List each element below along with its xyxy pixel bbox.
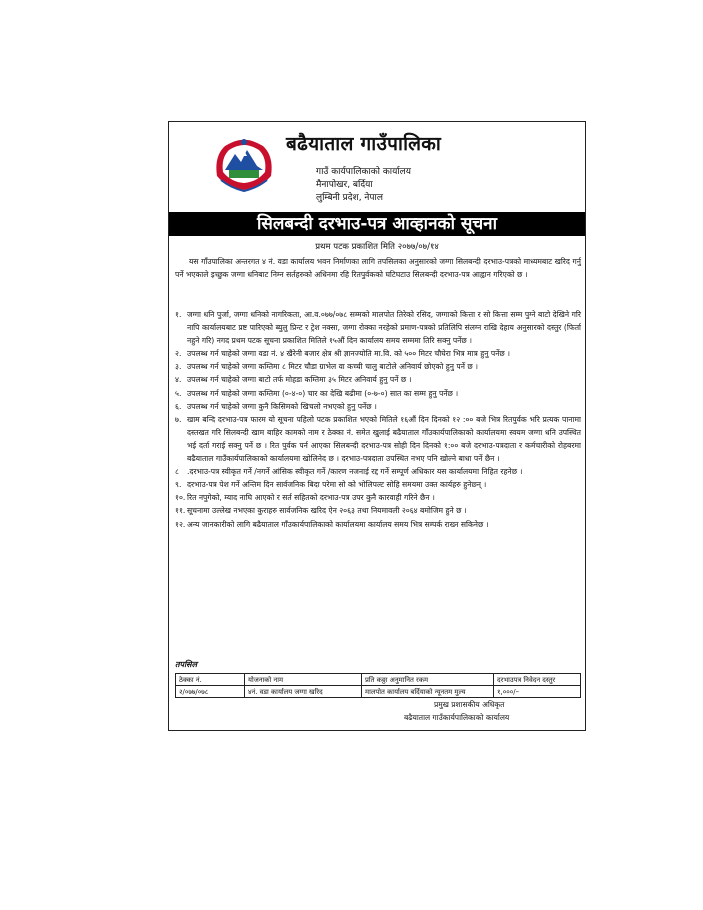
- condition-item: [175, 387, 581, 400]
- condition-item: [175, 347, 581, 360]
- condition-number: ९.: [175, 480, 182, 490]
- condition-text: उपलब्ध गर्न चाहेको जग्गा बाटो तर्फ मोहडा कम्तिमा ३५ मिटर अनिवार्य हुनु पर्ने छ ।: [187, 375, 412, 385]
- condition-item: [175, 413, 581, 465]
- table-cell: १,०००/–: [494, 686, 581, 698]
- condition-number: १.: [175, 310, 182, 319]
- condition-item: [175, 308, 581, 347]
- condition-number: १२.: [175, 519, 186, 529]
- publication-date: प्रथम पटक प्रकाशित मिति २०७७/०७/१४: [315, 242, 439, 252]
- condition-number: १०.: [175, 493, 186, 503]
- column-header: प्रति कठ्ठा अनुमानित रकम: [362, 674, 494, 686]
- condition-text: सूचनामा उल्लेख नभएका कुराहरु सार्वजनिक खरिद ऐन २०६३ तथा नियमावली २०६४ बमोजिम हुने छ ।: [187, 506, 467, 516]
- notice: [168, 121, 586, 731]
- column-header: योजनाको नाम: [245, 674, 362, 686]
- table-cell: मालपोत कार्यालय बर्दियाको न्यूनतम मुल्य: [362, 686, 494, 698]
- condition-text: अन्य जानकारीको लागि बढैयाताल गाँउकार्यपालिकाको कार्यालयमा कार्यालय समय भित्र सम्पर्क राख्न सकिनेछ ।: [187, 519, 489, 529]
- condition-item: [175, 400, 581, 413]
- condition-text: जग्गा धनि पुर्जा, जग्गा धनिको नागरिकता, आ.व.०७७/०७८ सम्मको मालपोत तिरेको रसिद, जग्गाको कित्ता र सो कित्ता सम्म पुग्ने बाटो देखिने गरि नापि कार्यालयबाट प्रष्ट पारिएको ब्युलु प्रिन्ट र ट्रेश नक्सा, जग्गा रोक्का नरहेको प्रमाण-पत्रको प्रतिलिपि संलग्न राखि देहाय अनुसारको दस्तुर (फिर्ता नहुने गरि) नगद प्रथम पटक सूचना प्रकाशित मितिले १५औं दिन कार्यालय समय सम्ममा तिरि सक्नु पर्नेछ ।: [187, 310, 581, 346]
- intro-paragraph: यस गाँउपालिका अन्तरगत ४ नं. वडा कार्यालय भवन निर्माणका लागि तपसिलका अनुसारको जग्गा सिलबन्दी दरभाउ-पत्रको माध्यमबाट खरिद गर्नु पर्ने भएकाले इच्छुक जग्गा धनिबाट निम्न सर्तहरुको अधिनमा रहि रितपुर्वकको घटिघटाउ सिलबन्दी दरभाउ-पत्र आह्वान गरिएको छ ।: [175, 257, 581, 280]
- notice-banner: सिलबन्दी दरभाउ-पत्र आव्हानको सूचना: [169, 212, 585, 236]
- condition-item: [175, 373, 581, 386]
- condition-item: [175, 360, 581, 373]
- condition-text: उपलब्ध गर्न चाहेको जग्गा वडा नं. ४ खैरेनी बजार क्षेत्र श्री ज्ञानज्योति मा.वि. को ५०० मिटर चौघेरा भित्र मात्र हुनु पर्नेछ ।: [187, 349, 511, 359]
- condition-item: [175, 518, 581, 531]
- column-header: ठेक्का नं.: [176, 674, 245, 686]
- tender-schedule-table: [175, 673, 581, 698]
- condition-number: ६.: [175, 401, 182, 411]
- office-name: गाउँ कार्यपालिकाको कार्यालय: [316, 167, 411, 177]
- condition-text: .दरभाउ-पत्र स्वीकृत गर्ने /नगर्ने आंसिक स्वीकृत गर्ने /कारण नजनाई रद्द गर्ने सम्पूर्ण अधिकार यस कार्यालयमा निहित रहनेछ ।: [187, 467, 523, 477]
- table-cell: २/०७७/०७८: [176, 686, 245, 698]
- municipality-title: बढैयाताल गाउँपालिका: [286, 133, 442, 155]
- table-row: [176, 686, 581, 698]
- condition-text: दरभाउ-पत्र पेश गर्ने अन्तिम दिन सार्वजनिक बिदा परेमा सो को भोलिपल्ट सोहि समयमा उक्त कार्यहरु हुनेछ्न् ।: [187, 480, 487, 490]
- office-province: लुम्बिनी प्रदेश, नेपाल: [316, 193, 383, 203]
- condition-item: [175, 504, 581, 517]
- table-cell: ४नं. वडा कार्यालय जग्गा खरिद: [245, 686, 362, 698]
- column-header: दरभाउपत्र निवेदन दस्तुर: [494, 674, 581, 686]
- condition-text: उपलब्ध गर्न चाहेको जग्गा कम्तिमा ८ मिटर चौडा ग्राभेल वा कच्ची चालु बाटोले अनिवार्य छोएको हुनु पर्ने छ ।: [187, 362, 478, 372]
- table-header-row: [176, 674, 581, 686]
- condition-item: [175, 491, 581, 504]
- condition-number: ८: [175, 467, 179, 477]
- condition-text: उपलब्ध गर्न चाहेको जग्गा कुनै किसिमको खिचलो नभएको हुनु पर्नेछ ।: [187, 401, 377, 411]
- signatory-title: प्रमुख प्रशासकीय अधिकृत: [434, 700, 505, 709]
- conditions-list: [175, 308, 581, 531]
- condition-number: ३.: [175, 362, 182, 372]
- condition-text: खाम बन्दि दरभाउ-पत्र फारम यो सूचना पहिलो पटक प्रकाशित भएको मितिले १६औं दिन दिनको १२ :०० बजे भित्र रितपुर्वक भरि प्रत्यक पानामा दस्तखत गरि सिलबन्दी खाम बाहिर कामको नाम र ठेक्का नं. समेत खुलाई बढैयाताल गाँउकार्यपालिकाको कार्यालयमा स्वयम जग्गा धनि उपस्थित भई दर्ता गराई सक्नु पर्ने छ । रित पुर्वक पर्न आएका सिलबन्दी दरभाउ-पत्र सोही दिन दिनको १:०० बजे दरभाउ-पत्रदाता र कर्मचारीको रोहबरमा बढैयाताल गाउँकार्यपालिकाको कार्यालयमा खोलिनेद छ । दरभाउ-पत्रदाता उपस्थित नभए पनि खोल्ने बाधा पर्ने छैन ।: [187, 414, 581, 464]
- condition-item: [175, 478, 581, 491]
- nepal-emblem-icon: [211, 136, 277, 194]
- schedule-title: तपसिल: [175, 660, 198, 669]
- office-address: मैनापोखर, बर्दिया: [316, 180, 373, 190]
- condition-number: ४.: [175, 375, 182, 385]
- condition-number: ७.: [175, 414, 182, 424]
- signatory-office: बढैयाताल गाउँकार्यपालिकाको कार्यालय: [404, 713, 510, 722]
- condition-number: ५.: [175, 388, 182, 398]
- condition-text: उपलब्ध गर्न चाहेको जग्गा कम्तिमा (०-४-०) चार का देखि बढीमा (०-७-०) सात का सम्म हुनु पर्नेछ ।: [187, 388, 459, 398]
- condition-item: [175, 465, 581, 478]
- condition-number: ११.: [175, 506, 186, 516]
- condition-number: २.: [175, 349, 182, 359]
- condition-text: रित नपुगेको, म्याद नाघि आएको र सर्त सहितको दरभाउ-पत्र उपर कुनै कारवाही गरिने छैन ।: [187, 493, 435, 503]
